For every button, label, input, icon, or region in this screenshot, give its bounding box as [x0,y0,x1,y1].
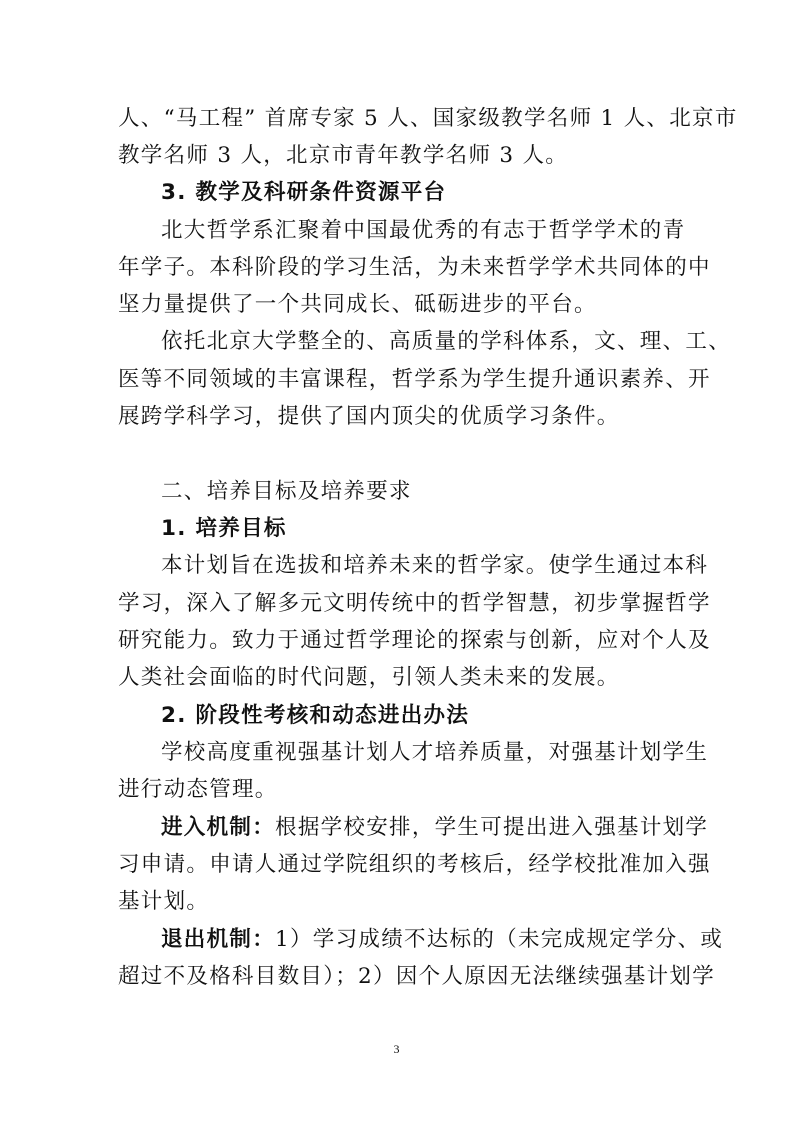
paragraph-line: 年学子。本科阶段的学习生活，为未来哲学学术共同体的中 [118,255,711,280]
paragraph-line: 习申请。申请人通过学院组织的考核后，经学校批准加入强 [118,852,711,877]
exit-mechanism-label: 退出机制： [161,927,276,952]
paragraph-line: 展跨学科学习，提供了国内顶尖的优质学习条件。 [118,404,620,429]
paragraph-line: 坚力量提供了一个共同成长、砥砺进步的平台。 [118,292,597,317]
paragraph-line: 超过不及格科目数目）；2）因个人原因无法继续强基计划学 [118,964,716,989]
section-heading: 1. 培养目标 [161,516,287,541]
paragraph-line: 北大哲学系汇聚着中国最优秀的有志于哲学学术的青 [161,218,686,243]
page-number: 3 [393,1042,400,1056]
exit-mechanism-line [161,925,724,955]
paragraph-line: 本计划旨在选拔和培养未来的哲学家。使学生通过本科 [161,553,709,578]
paragraph-line: 依托北京大学整全的、高质量的学科体系，文、理、工、 [161,329,732,354]
paragraph-line: 人类社会面临的时代问题，引领人类未来的发展。 [118,665,620,690]
section-heading: 2. 阶段性考核和动态进出办法 [161,703,470,728]
section-heading: 3. 教学及科研条件资源平台 [161,180,447,205]
chapter-heading: 二、培养目标及培养要求 [161,479,412,504]
paragraph-line: 医等不同领域的丰富课程，哲学系为学生提升通识素养、开 [118,367,711,392]
paragraph-line: 研究能力。致力于通过哲学理论的探索与创新，应对个人及 [118,628,711,653]
paragraph-line: 人、“马工程” 首席专家 5 人、国家级教学名师 1 人、北京市 [118,106,738,131]
paragraph-line: 学习，深入了解多元文明传统中的哲学智慧，初步掌握哲学 [118,591,711,616]
paragraph-line: 教学名师 3 人，北京市青年教学名师 3 人。 [118,143,569,168]
entry-mechanism-line [161,813,709,843]
entry-mechanism-label: 进入机制： [161,815,276,840]
paragraph-line: 学校高度重视强基计划人才培养质量，对强基计划学生 [161,740,709,765]
paragraph-line: 基计划。 [118,889,210,914]
paragraph-text: 根据学校安排，学生可提出进入强基计划学 [275,815,709,840]
paragraph-text: 1）学习成绩不达标的（未完成规定学分、或 [275,927,724,952]
paragraph-line: 进行动态管理。 [118,777,278,802]
